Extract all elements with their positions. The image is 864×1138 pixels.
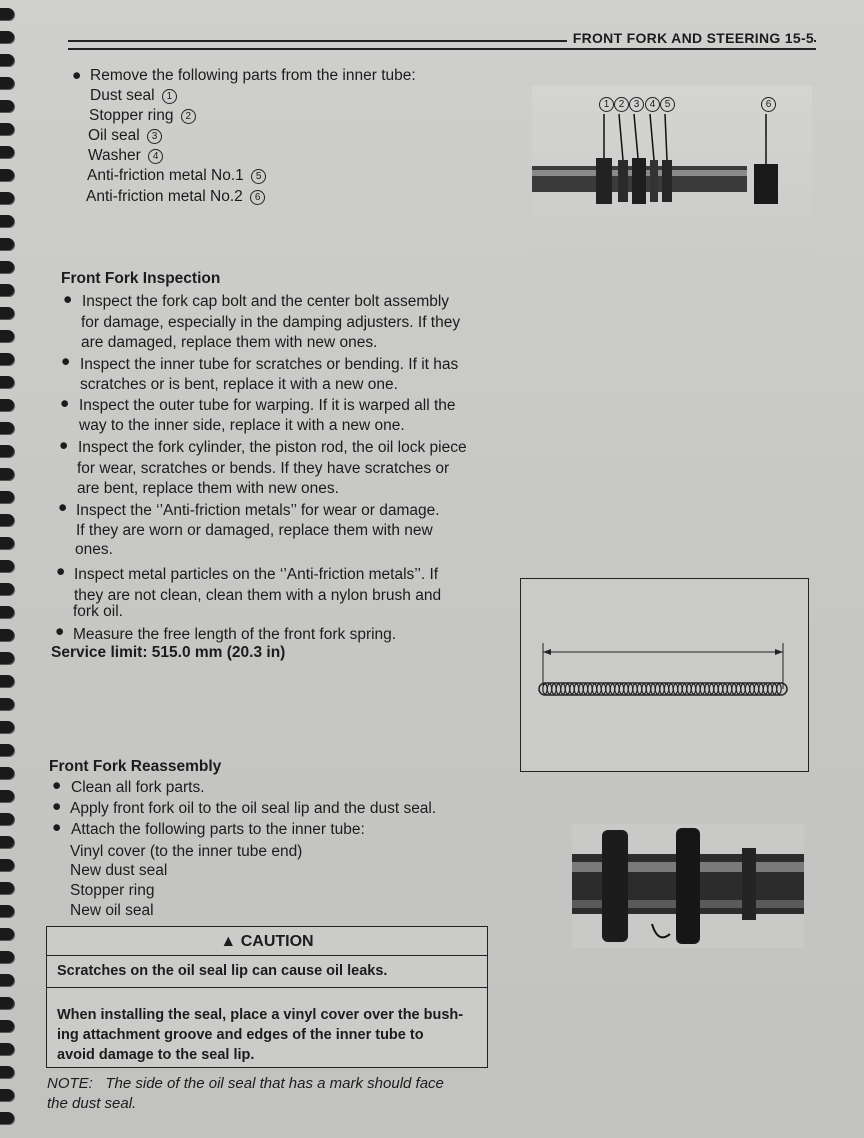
note-text-continued: the dust seal. — [47, 1095, 137, 1112]
spring-coil — [673, 684, 677, 694]
callout-number: 6 — [250, 190, 265, 205]
inspection-line: for wear, scratches or bends. If they have scratches or — [77, 460, 450, 477]
binding-coil — [0, 675, 14, 687]
photo-callout: 5 — [660, 97, 675, 112]
spring-coil — [664, 684, 668, 694]
binding-coil — [0, 1066, 14, 1078]
binding-coil — [0, 1089, 14, 1101]
photo-callout: 4 — [645, 97, 660, 112]
binding-coil — [0, 790, 14, 802]
note-label: NOTE: — [47, 1075, 93, 1092]
spring-coil — [624, 684, 628, 694]
bullet-icon: ● — [72, 67, 82, 84]
inspection-heading: Front Fork Inspection — [61, 270, 221, 287]
spring-coil — [642, 684, 646, 694]
spring-illustration — [521, 579, 808, 771]
remove-part: Dust seal 1 — [90, 86, 177, 106]
binding-coil — [0, 8, 14, 20]
callout-number: 2 — [181, 109, 196, 124]
caution-title: CAUTION — [240, 933, 314, 950]
caution-paragraph-line: ing attachment groove and edges of the inner tube to — [57, 1027, 424, 1043]
spring-length-diagram — [520, 578, 809, 772]
caution-divider — [47, 987, 487, 988]
binding-coil — [0, 146, 14, 158]
spring-coil — [682, 684, 686, 694]
caution-paragraph-line: When installing the seal, place a vinyl cover over the bush- — [57, 1007, 464, 1023]
spring-coil — [777, 684, 781, 694]
reassembly-item: Apply front fork oil to the oil seal lip and the dust seal. — [70, 800, 437, 817]
warning-triangle-icon: ▲ — [220, 933, 237, 950]
remove-part: Oil seal 3 — [88, 126, 162, 146]
spring-coil — [759, 684, 763, 694]
binding-coil — [0, 399, 14, 411]
callout-number: 1 — [162, 89, 177, 104]
binding-coil — [0, 491, 14, 503]
reassembly-heading: Front Fork Reassembly — [49, 758, 222, 775]
spring-coil — [709, 684, 713, 694]
bullet-icon: ● — [58, 499, 68, 516]
binding-coil — [0, 1043, 14, 1055]
inspection-line: are bent, replace them with new ones. — [77, 480, 339, 497]
spring-coil — [754, 684, 758, 694]
binding-coil — [0, 698, 14, 710]
binding-coil — [0, 836, 14, 848]
binding-coil — [0, 813, 14, 825]
binding-coil — [0, 606, 14, 618]
binding-coil — [0, 261, 14, 273]
seal-part — [676, 828, 700, 944]
inspection-line: are damaged, replace them with new ones. — [81, 334, 378, 351]
spring-coil — [714, 684, 718, 694]
spring-coil — [669, 684, 673, 694]
header-rule-bottom — [68, 48, 816, 50]
callout-number: 5 — [251, 169, 266, 184]
spring-coil — [579, 684, 583, 694]
binding-coil — [0, 652, 14, 664]
dust-seal-part — [596, 158, 612, 204]
spring-coil — [588, 684, 592, 694]
spring-coil — [768, 684, 772, 694]
binding-coil — [0, 514, 14, 526]
spring-coil — [705, 684, 709, 694]
spring-coil — [633, 684, 637, 694]
spiral-binding — [0, 0, 20, 1138]
binding-coil — [0, 629, 14, 641]
inspection-line: for damage, especially in the damping adjusters. If they — [81, 314, 461, 331]
binding-coil — [0, 583, 14, 595]
binding-coil — [0, 307, 14, 319]
inspection-line: Inspect the ‘’Anti-friction metals’’ for wear or damage. — [76, 502, 440, 519]
spring-coil — [741, 684, 745, 694]
spring-coil — [660, 684, 664, 694]
spring-coil — [592, 684, 596, 694]
inspection-line: Inspect the inner tube for scratches or bending. If it has — [80, 356, 459, 373]
inspection-line: fork oil. — [73, 603, 123, 620]
inspection-line: If they are worn or damaged, replace them with new — [76, 522, 433, 539]
caution-box — [46, 926, 488, 1068]
spring-coil — [574, 684, 578, 694]
spring-coil — [597, 684, 601, 694]
note-line — [47, 1074, 444, 1094]
bullet-icon: ● — [55, 623, 65, 640]
spring-coil — [736, 684, 740, 694]
binding-coil — [0, 721, 14, 733]
oil-seal-part — [632, 158, 646, 204]
seal-install-illustration — [572, 824, 804, 948]
anti-friction-metal-2-part — [754, 164, 778, 204]
spring-coil — [750, 684, 754, 694]
spring-coil — [651, 684, 655, 694]
binding-coil — [0, 468, 14, 480]
spring-coil — [646, 684, 650, 694]
bullet-icon: ● — [63, 291, 73, 308]
caution-paragraph-line: avoid damage to the seal lip. — [57, 1047, 255, 1063]
stopper-ring-part — [618, 160, 628, 202]
inspection-line: they are not clean, clean them with a nylon brush and — [74, 587, 442, 604]
seal-install-photo — [572, 824, 804, 948]
binding-coil — [0, 31, 14, 43]
spring-coil — [615, 684, 619, 694]
spring-coil — [723, 684, 727, 694]
binding-coil — [0, 376, 14, 388]
remove-intro: Remove the following parts from the inner tube: — [90, 67, 416, 84]
binding-coil — [0, 445, 14, 457]
binding-coil — [0, 215, 14, 227]
photo-callout: 2 — [614, 97, 629, 112]
spring-coil — [772, 684, 776, 694]
bullet-icon: ● — [59, 437, 69, 454]
anti-friction-metal-1-part — [662, 160, 672, 202]
reassembly-part: Vinyl cover (to the inner tube end) — [70, 843, 303, 860]
remove-part: Washer 4 — [88, 146, 163, 166]
binding-coil — [0, 192, 14, 204]
photo-callout: 6 — [761, 97, 776, 112]
binding-coil — [0, 537, 14, 549]
binding-coil — [0, 767, 14, 779]
spring-coil — [606, 684, 610, 694]
spring-coil — [718, 684, 722, 694]
inspection-line: Inspect the fork cap bolt and the center bolt assembly — [82, 293, 450, 310]
binding-coil — [0, 951, 14, 963]
seal-part — [602, 830, 628, 942]
page-number: 15-5 — [784, 30, 814, 46]
photo-callout: 1 — [599, 97, 614, 112]
photo-callout: 3 — [629, 97, 644, 112]
binding-coil — [0, 1112, 14, 1124]
spring-coil — [678, 684, 682, 694]
binding-coil — [0, 1020, 14, 1032]
spring-coil — [628, 684, 632, 694]
spring-coil — [601, 684, 605, 694]
inspection-line: Inspect the outer tube for warping. If it is warped all the — [79, 397, 456, 414]
remove-part: Anti-friction metal No.1 5 — [87, 166, 266, 186]
bullet-icon: ● — [60, 395, 70, 412]
note-text: The side of the oil seal that has a mark should face — [105, 1075, 444, 1092]
bullet-icon: ● — [52, 819, 62, 836]
spring-coil — [637, 684, 641, 694]
inspection-line: Inspect metal particles on the ‘’Anti-friction metals’’. If — [74, 566, 439, 583]
inner-tube-photo — [532, 86, 812, 258]
binding-coil — [0, 905, 14, 917]
binding-coil — [0, 353, 14, 365]
binding-coil — [0, 123, 14, 135]
spring-coil — [655, 684, 659, 694]
spring-coil — [610, 684, 614, 694]
spring-coil — [727, 684, 731, 694]
spring-coil — [691, 684, 695, 694]
spring-coil — [619, 684, 623, 694]
caution-line: Scratches on the oil seal lip can cause oil leaks. — [57, 963, 388, 979]
spring-coil — [561, 684, 565, 694]
page-header — [567, 30, 814, 46]
reassembly-part: New dust seal — [70, 862, 168, 879]
binding-coil — [0, 238, 14, 250]
binding-coil — [0, 77, 14, 89]
washer-part — [650, 160, 658, 202]
binding-coil — [0, 928, 14, 940]
spring-coil — [732, 684, 736, 694]
remove-part: Stopper ring 2 — [89, 106, 196, 126]
spring-coil — [583, 684, 587, 694]
bullet-icon: ● — [56, 563, 66, 580]
binding-coil — [0, 997, 14, 1009]
spring-coil — [687, 684, 691, 694]
inspection-line: ones. — [75, 541, 113, 558]
binding-coil — [0, 974, 14, 986]
binding-coil — [0, 100, 14, 112]
binding-coil — [0, 330, 14, 342]
spring-coil — [745, 684, 749, 694]
spring-coil — [552, 684, 556, 694]
binding-coil — [0, 744, 14, 756]
spring-coil — [547, 684, 551, 694]
spring-coil — [763, 684, 767, 694]
inspection-line: Inspect the fork cylinder, the piston rod, the oil lock piece — [78, 439, 467, 456]
binding-coil — [0, 882, 14, 894]
inspection-line: way to the inner side, replace it with a new one. — [79, 417, 405, 434]
remove-part: Anti-friction metal No.2 6 — [86, 187, 265, 207]
binding-coil — [0, 169, 14, 181]
reassembly-part: New oil seal — [70, 902, 154, 919]
inspection-line: Measure the free length of the front fork spring. — [73, 626, 397, 643]
spring-coil — [565, 684, 569, 694]
spring-coil — [570, 684, 574, 694]
bullet-icon: ● — [52, 777, 62, 794]
reassembly-part: Stopper ring — [70, 882, 155, 899]
spring-coil — [700, 684, 704, 694]
inspection-line: scratches or is bent, replace it with a new one. — [80, 376, 398, 393]
callout-number: 4 — [148, 149, 163, 164]
service-limit: Service limit: 515.0 mm (20.3 in) — [51, 644, 286, 661]
binding-coil — [0, 54, 14, 66]
header-title: FRONT FORK AND STEERING — [572, 30, 781, 46]
spring-coil — [696, 684, 700, 694]
reassembly-item: Attach the following parts to the inner tube: — [71, 821, 365, 838]
binding-coil — [0, 422, 14, 434]
binding-coil — [0, 284, 14, 296]
binding-coil — [0, 560, 14, 572]
reassembly-item: Clean all fork parts. — [71, 779, 205, 796]
callout-number: 3 — [147, 129, 162, 144]
spring-coil — [556, 684, 560, 694]
bullet-icon: ● — [52, 798, 62, 815]
bullet-icon: ● — [61, 353, 71, 370]
binding-coil — [0, 859, 14, 871]
caution-header — [47, 927, 487, 956]
